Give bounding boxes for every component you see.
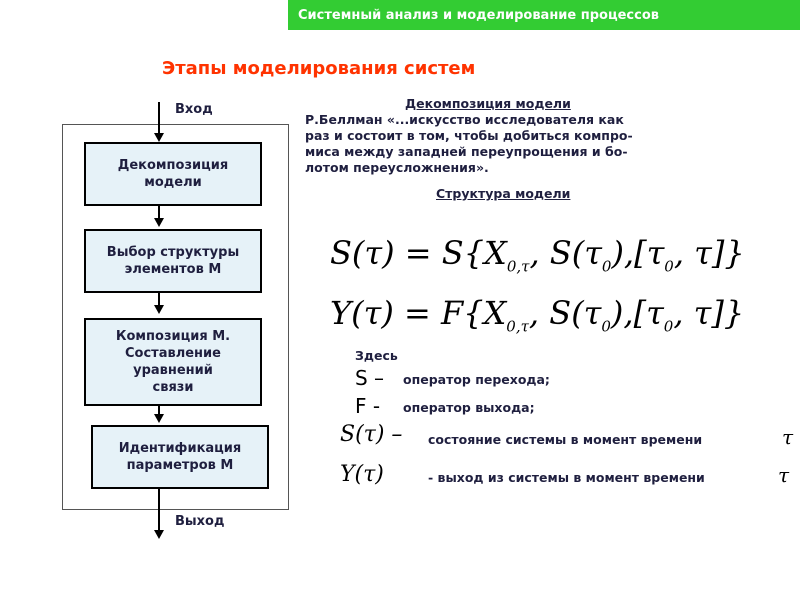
output-symbol: Y(τ) <box>340 462 384 487</box>
arrow-down-icon <box>154 530 164 539</box>
tau-symbol: τ <box>778 463 790 487</box>
output-label: Выход <box>175 514 225 529</box>
legend-here: Здесь <box>355 348 398 363</box>
output-equation: $Y(\tau) = F\{X_{0,\tau}$, $S(\tau_0),[\tau_0$, τ]} <box>330 294 745 336</box>
input-label: Вход <box>175 102 213 117</box>
quote-line-4: лотом переусложнения». <box>305 160 489 175</box>
arrow-down-icon <box>154 305 164 314</box>
quote-line-3: миса между западней переупрощения и бо- <box>305 144 628 159</box>
s-operator-symbol: S – <box>355 366 385 390</box>
state-description: состояние системы в момент времени <box>428 432 703 447</box>
stage-structure: Выбор структуры элементов М <box>84 229 262 293</box>
header-banner: Системный анализ и моделирование процессов <box>288 0 800 30</box>
state-symbol: S(τ) – <box>340 422 403 447</box>
output-description: - выход из системы в момент времени <box>428 470 705 485</box>
structure-heading: Структура модели <box>436 186 571 201</box>
f-operator-description: оператор выхода; <box>403 400 535 415</box>
flow-connector <box>158 489 160 531</box>
flow-connector <box>158 102 160 134</box>
quote-line-2: раз и состоит в том, чтобы добиться компро- <box>305 128 633 143</box>
page-title: Этапы моделирования систем <box>162 58 476 79</box>
s-operator-description: оператор перехода; <box>403 372 550 387</box>
stage-composition: Композиция М. Составление уравнений связи <box>84 318 262 406</box>
stage-identification: Идентификация параметров М <box>91 425 269 489</box>
state-equation: $S(\tau) = S\{X_{0,\tau}$, $S(\tau_0),[\tau_0$, τ]} <box>330 234 745 276</box>
arrow-down-icon <box>154 133 164 142</box>
quote-line-1: Р.Беллман «...искусство исследователя как <box>305 112 624 127</box>
arrow-down-icon <box>154 218 164 227</box>
f-operator-symbol: F - <box>355 394 381 418</box>
decomposition-heading: Декомпозиция модели <box>405 96 571 111</box>
stage-decomposition: Декомпозиция модели <box>84 142 262 206</box>
tau-symbol: τ <box>782 425 794 449</box>
arrow-down-icon <box>154 414 164 423</box>
